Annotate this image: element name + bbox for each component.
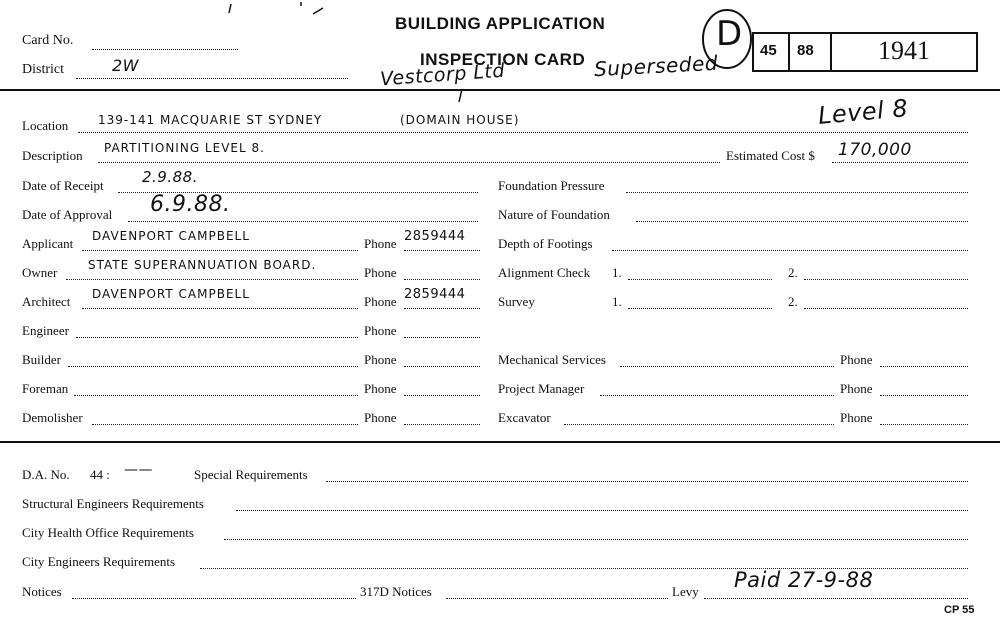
survey-num-1: 1. <box>612 294 622 309</box>
applicant-value: DAVENPORT CAMPBELL <box>92 229 250 243</box>
pen-marks-icon <box>225 0 345 24</box>
architect-field <box>82 308 358 309</box>
estimated-cost-field <box>832 162 968 163</box>
box-b-value: 88 <box>797 42 814 59</box>
excavator-phone-label: Phone <box>840 410 873 425</box>
owner-phone-field <box>404 279 480 280</box>
architect-phone-value: 2859444 <box>404 287 466 302</box>
description-label: Description <box>22 148 83 163</box>
location-value: 139-141 MACQUARIE ST SYDNEY <box>98 113 323 127</box>
description-value: PARTITIONING LEVEL 8. <box>104 141 265 155</box>
card-no-label: Card No. <box>22 33 74 48</box>
approval-field <box>128 221 478 222</box>
handwritten-superseded: Superseded <box>593 50 719 82</box>
circled-mark-letter: D <box>716 14 743 54</box>
owner-label: Owner <box>22 265 58 280</box>
depth-footings-field <box>612 250 968 251</box>
special-requirements-field <box>326 481 968 482</box>
levy-value: Paid 27-9-88 <box>734 568 874 592</box>
applicant-phone-value: 2859444 <box>404 229 466 244</box>
box-a-value: 45 <box>760 42 777 59</box>
alignment-num-2: 2. <box>788 265 798 280</box>
applicant-field <box>82 250 358 251</box>
tick-mark-icon <box>456 88 466 104</box>
excavator-field <box>564 424 834 425</box>
nature-foundation-label: Nature of Foundation <box>498 207 610 222</box>
structural-field <box>236 510 968 511</box>
mechanical-phone-label: Phone <box>840 352 873 367</box>
notices-317d-field <box>446 598 668 599</box>
applicant-label: Applicant <box>22 236 74 251</box>
nature-foundation-field <box>636 221 968 222</box>
foundation-pressure-field <box>626 192 968 193</box>
survey-field-1 <box>628 308 772 309</box>
location-label: Location <box>22 118 69 133</box>
title-inspection-card: INSPECTION CARD <box>420 50 586 69</box>
builder-phone-field <box>404 366 480 367</box>
demolisher-phone-label: Phone <box>364 410 397 425</box>
pm-phone-label: Phone <box>840 381 873 396</box>
city-engineers-label: City Engineers Requirements <box>22 554 176 569</box>
estimated-cost-value: 170,000 <box>838 140 912 160</box>
box-number-value: 1941 <box>878 36 930 65</box>
da-no-label: D.A. No. <box>22 467 70 482</box>
project-manager-field <box>600 395 834 396</box>
survey-num-2: 2. <box>788 294 798 309</box>
survey-field-2 <box>804 308 968 309</box>
foreman-label: Foreman <box>22 381 69 396</box>
handwritten-company: Vestcorp Ltd <box>379 59 506 91</box>
applicant-phone-field <box>404 250 480 251</box>
demolisher-field <box>92 424 358 425</box>
alignment-check-label: Alignment Check <box>498 265 591 280</box>
receipt-label: Date of Receipt <box>22 178 104 193</box>
location-extra: (DOMAIN HOUSE) <box>400 113 520 127</box>
owner-value: STATE SUPERANNUATION BOARD. <box>88 258 317 272</box>
owner-field <box>66 279 358 280</box>
architect-label: Architect <box>22 294 71 309</box>
health-office-field <box>224 539 968 540</box>
da-no-value: 44 : <box>90 467 110 482</box>
foreman-field <box>74 395 358 396</box>
middle-rule <box>0 441 1000 443</box>
footer-code: CP 55 <box>944 604 975 616</box>
receipt-value: 2.9.88. <box>142 168 198 186</box>
demolisher-label: Demolisher <box>22 410 83 425</box>
levy-label: Levy <box>672 584 699 599</box>
special-requirements-label: Special Requirements <box>194 467 308 482</box>
level-note: Level 8 <box>816 94 910 130</box>
excavator-phone-field <box>880 424 968 425</box>
notices-field <box>72 598 356 599</box>
excavator-label: Excavator <box>498 410 551 425</box>
engineer-field <box>76 337 358 338</box>
title-building-application: BUILDING APPLICATION <box>395 14 606 33</box>
foreman-phone-field <box>404 395 480 396</box>
district-field <box>76 78 348 79</box>
alignment-field-1 <box>628 279 772 280</box>
engineer-phone-field <box>404 337 480 338</box>
notices-label: Notices <box>22 584 62 599</box>
health-office-label: City Health Office Requirements <box>22 525 194 540</box>
card-no-field <box>92 49 238 50</box>
engineer-phone-label: Phone <box>364 323 397 338</box>
district-label: District <box>22 62 64 77</box>
da-no-dash: —— <box>124 462 153 478</box>
alignment-field-2 <box>804 279 968 280</box>
demolisher-phone-field <box>404 424 480 425</box>
structural-label: Structural Engineers Requirements <box>22 496 204 511</box>
approval-label: Date of Approval <box>22 207 113 222</box>
mechanical-services-label: Mechanical Services <box>498 352 606 367</box>
foreman-phone-label: Phone <box>364 381 397 396</box>
survey-label: Survey <box>498 294 535 309</box>
architect-value: DAVENPORT CAMPBELL <box>92 287 250 301</box>
alignment-num-1: 1. <box>612 265 622 280</box>
depth-footings-label: Depth of Footings <box>498 236 593 251</box>
description-field <box>98 162 720 163</box>
location-field <box>78 132 968 133</box>
estimated-cost-label: Estimated Cost $ <box>726 148 815 163</box>
builder-field <box>68 366 358 367</box>
district-value: 2W <box>112 56 139 75</box>
approval-value: 6.9.88. <box>150 192 231 217</box>
levy-field <box>704 598 968 599</box>
project-manager-label: Project Manager <box>498 381 585 396</box>
builder-phone-label: Phone <box>364 352 397 367</box>
owner-phone-label: Phone <box>364 265 397 280</box>
architect-phone-field <box>404 308 480 309</box>
engineer-label: Engineer <box>22 323 69 338</box>
notices-317d-label: 317D Notices <box>360 584 432 599</box>
builder-label: Builder <box>22 352 61 367</box>
pm-phone-field <box>880 395 968 396</box>
foundation-pressure-label: Foundation Pressure <box>498 178 605 193</box>
mechanical-phone-field <box>880 366 968 367</box>
header-rule <box>0 89 1000 91</box>
mechanical-services-field <box>620 366 834 367</box>
architect-phone-label: Phone <box>364 294 397 309</box>
applicant-phone-label: Phone <box>364 236 397 251</box>
